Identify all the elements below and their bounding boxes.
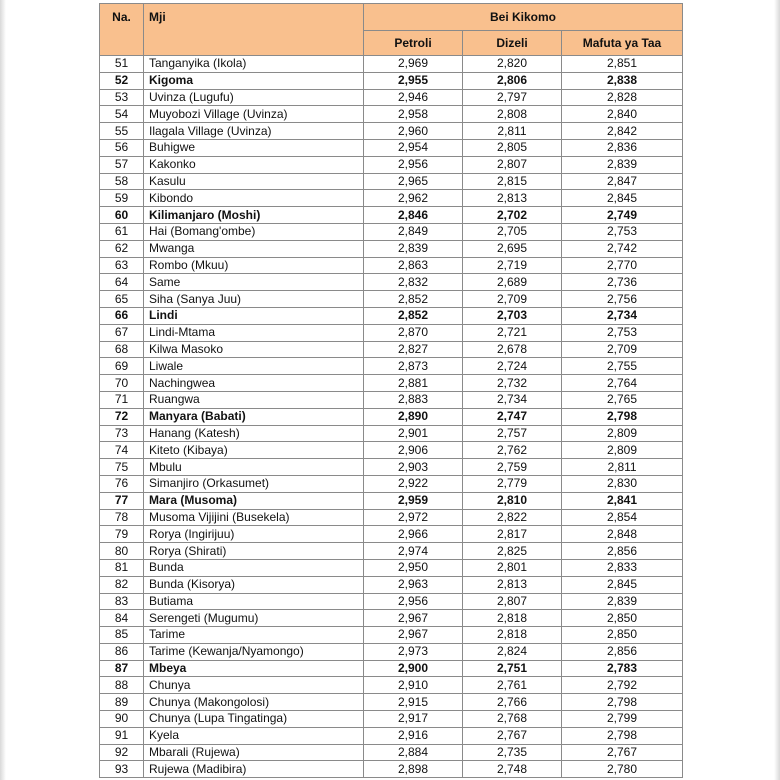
row-number-cell: 70 bbox=[100, 375, 144, 392]
table-row bbox=[100, 324, 683, 341]
town-cell: Hanang (Katesh) bbox=[144, 425, 364, 442]
row-number-cell: 84 bbox=[100, 610, 144, 627]
petroli-price-cell: 2,883 bbox=[364, 391, 463, 408]
town-cell: Kiteto (Kibaya) bbox=[144, 442, 364, 459]
dizeli-price-cell: 2,779 bbox=[463, 475, 562, 492]
town-cell: Rujewa (Madibira) bbox=[144, 761, 364, 778]
mafuta-ya-taa-price-cell: 2,828 bbox=[562, 89, 683, 106]
dizeli-price-cell: 2,808 bbox=[463, 106, 562, 123]
page-edge-right bbox=[774, 0, 780, 780]
dizeli-price-cell: 2,695 bbox=[463, 240, 562, 257]
town-cell: Butiama bbox=[144, 593, 364, 610]
row-number-cell: 56 bbox=[100, 139, 144, 156]
row-number-cell: 57 bbox=[100, 156, 144, 173]
mafuta-ya-taa-price-cell: 2,838 bbox=[562, 72, 683, 89]
table-body bbox=[100, 56, 683, 778]
dizeli-price-cell: 2,762 bbox=[463, 442, 562, 459]
dizeli-price-cell: 2,724 bbox=[463, 358, 562, 375]
table-row bbox=[100, 240, 683, 257]
mafuta-ya-taa-price-cell: 2,798 bbox=[562, 408, 683, 425]
mafuta-ya-taa-price-cell: 2,836 bbox=[562, 139, 683, 156]
mafuta-ya-taa-price-cell: 2,842 bbox=[562, 123, 683, 140]
mafuta-ya-taa-price-cell: 2,850 bbox=[562, 627, 683, 644]
table-header bbox=[100, 4, 683, 56]
dizeli-price-cell: 2,709 bbox=[463, 291, 562, 308]
table-row bbox=[100, 358, 683, 375]
dizeli-price-cell: 2,811 bbox=[463, 123, 562, 140]
town-cell: Same bbox=[144, 274, 364, 291]
town-cell: Kasulu bbox=[144, 173, 364, 190]
mafuta-ya-taa-price-cell: 2,851 bbox=[562, 56, 683, 73]
petroli-price-cell: 2,917 bbox=[364, 711, 463, 728]
header-petroli: Petroli bbox=[364, 31, 463, 56]
town-cell: Mbarali (Rujewa) bbox=[144, 744, 364, 761]
page-edge-left bbox=[0, 0, 6, 780]
petroli-price-cell: 2,863 bbox=[364, 257, 463, 274]
table-row bbox=[100, 643, 683, 660]
table-row bbox=[100, 576, 683, 593]
petroli-price-cell: 2,972 bbox=[364, 509, 463, 526]
town-cell: Kigoma bbox=[144, 72, 364, 89]
row-number-cell: 79 bbox=[100, 526, 144, 543]
town-cell: Serengeti (Mugumu) bbox=[144, 610, 364, 627]
table-row bbox=[100, 475, 683, 492]
petroli-price-cell: 2,956 bbox=[364, 156, 463, 173]
petroli-price-cell: 2,960 bbox=[364, 123, 463, 140]
table-row bbox=[100, 509, 683, 526]
dizeli-price-cell: 2,735 bbox=[463, 744, 562, 761]
row-number-cell: 93 bbox=[100, 761, 144, 778]
petroli-price-cell: 2,962 bbox=[364, 190, 463, 207]
row-number-cell: 53 bbox=[100, 89, 144, 106]
row-number-cell: 82 bbox=[100, 576, 144, 593]
mafuta-ya-taa-price-cell: 2,848 bbox=[562, 526, 683, 543]
row-number-cell: 64 bbox=[100, 274, 144, 291]
row-number-cell: 65 bbox=[100, 291, 144, 308]
petroli-price-cell: 2,955 bbox=[364, 72, 463, 89]
petroli-price-cell: 2,870 bbox=[364, 324, 463, 341]
mafuta-ya-taa-price-cell: 2,736 bbox=[562, 274, 683, 291]
dizeli-price-cell: 2,748 bbox=[463, 761, 562, 778]
table-row bbox=[100, 391, 683, 408]
row-number-cell: 85 bbox=[100, 627, 144, 644]
petroli-price-cell: 2,946 bbox=[364, 89, 463, 106]
mafuta-ya-taa-price-cell: 2,753 bbox=[562, 223, 683, 240]
table-row bbox=[100, 257, 683, 274]
mafuta-ya-taa-price-cell: 2,798 bbox=[562, 694, 683, 711]
dizeli-price-cell: 2,813 bbox=[463, 576, 562, 593]
petroli-price-cell: 2,901 bbox=[364, 425, 463, 442]
table-row bbox=[100, 761, 683, 778]
dizeli-price-cell: 2,824 bbox=[463, 643, 562, 660]
row-number-cell: 74 bbox=[100, 442, 144, 459]
row-number-cell: 55 bbox=[100, 123, 144, 140]
row-number-cell: 90 bbox=[100, 711, 144, 728]
table-row bbox=[100, 627, 683, 644]
town-cell: Hai (Bomang'ombe) bbox=[144, 223, 364, 240]
petroli-price-cell: 2,963 bbox=[364, 576, 463, 593]
petroli-price-cell: 2,900 bbox=[364, 660, 463, 677]
row-number-cell: 87 bbox=[100, 660, 144, 677]
dizeli-price-cell: 2,766 bbox=[463, 694, 562, 711]
dizeli-price-cell: 2,759 bbox=[463, 459, 562, 476]
dizeli-price-cell: 2,751 bbox=[463, 660, 562, 677]
petroli-price-cell: 2,873 bbox=[364, 358, 463, 375]
petroli-price-cell: 2,846 bbox=[364, 207, 463, 224]
mafuta-ya-taa-price-cell: 2,811 bbox=[562, 459, 683, 476]
dizeli-price-cell: 2,734 bbox=[463, 391, 562, 408]
town-cell: Ilagala Village (Uvinza) bbox=[144, 123, 364, 140]
table-row bbox=[100, 744, 683, 761]
town-cell: Mbeya bbox=[144, 660, 364, 677]
petroli-price-cell: 2,884 bbox=[364, 744, 463, 761]
table-row bbox=[100, 610, 683, 627]
dizeli-price-cell: 2,822 bbox=[463, 509, 562, 526]
table-row bbox=[100, 106, 683, 123]
mafuta-ya-taa-price-cell: 2,840 bbox=[562, 106, 683, 123]
table-row bbox=[100, 291, 683, 308]
row-number-cell: 78 bbox=[100, 509, 144, 526]
row-number-cell: 66 bbox=[100, 307, 144, 324]
row-number-cell: 69 bbox=[100, 358, 144, 375]
mafuta-ya-taa-price-cell: 2,799 bbox=[562, 711, 683, 728]
town-cell: Mara (Musoma) bbox=[144, 492, 364, 509]
row-number-cell: 80 bbox=[100, 543, 144, 560]
table-row bbox=[100, 56, 683, 73]
town-cell: Kakonko bbox=[144, 156, 364, 173]
petroli-price-cell: 2,966 bbox=[364, 526, 463, 543]
dizeli-price-cell: 2,732 bbox=[463, 375, 562, 392]
dizeli-price-cell: 2,818 bbox=[463, 627, 562, 644]
header-dizeli: Dizeli bbox=[463, 31, 562, 56]
dizeli-price-cell: 2,813 bbox=[463, 190, 562, 207]
dizeli-price-cell: 2,806 bbox=[463, 72, 562, 89]
dizeli-price-cell: 2,801 bbox=[463, 559, 562, 576]
mafuta-ya-taa-price-cell: 2,765 bbox=[562, 391, 683, 408]
petroli-price-cell: 2,852 bbox=[364, 291, 463, 308]
table-row bbox=[100, 375, 683, 392]
table-row bbox=[100, 660, 683, 677]
petroli-price-cell: 2,922 bbox=[364, 475, 463, 492]
mafuta-ya-taa-price-cell: 2,841 bbox=[562, 492, 683, 509]
mafuta-ya-taa-price-cell: 2,764 bbox=[562, 375, 683, 392]
town-cell: Rorya (Ingirijuu) bbox=[144, 526, 364, 543]
mafuta-ya-taa-price-cell: 2,809 bbox=[562, 425, 683, 442]
town-cell: Ruangwa bbox=[144, 391, 364, 408]
petroli-price-cell: 2,973 bbox=[364, 643, 463, 660]
dizeli-price-cell: 2,817 bbox=[463, 526, 562, 543]
dizeli-price-cell: 2,747 bbox=[463, 408, 562, 425]
header-price-cap: Bei Kikomo bbox=[364, 4, 683, 31]
mafuta-ya-taa-price-cell: 2,798 bbox=[562, 727, 683, 744]
header-number: Na. bbox=[100, 4, 144, 56]
petroli-price-cell: 2,903 bbox=[364, 459, 463, 476]
row-number-cell: 75 bbox=[100, 459, 144, 476]
mafuta-ya-taa-price-cell: 2,770 bbox=[562, 257, 683, 274]
dizeli-price-cell: 2,805 bbox=[463, 139, 562, 156]
mafuta-ya-taa-price-cell: 2,792 bbox=[562, 677, 683, 694]
petroli-price-cell: 2,890 bbox=[364, 408, 463, 425]
dizeli-price-cell: 2,757 bbox=[463, 425, 562, 442]
dizeli-price-cell: 2,797 bbox=[463, 89, 562, 106]
petroli-price-cell: 2,852 bbox=[364, 307, 463, 324]
dizeli-price-cell: 2,825 bbox=[463, 543, 562, 560]
mafuta-ya-taa-price-cell: 2,767 bbox=[562, 744, 683, 761]
row-number-cell: 52 bbox=[100, 72, 144, 89]
table-row bbox=[100, 677, 683, 694]
petroli-price-cell: 2,958 bbox=[364, 106, 463, 123]
row-number-cell: 76 bbox=[100, 475, 144, 492]
mafuta-ya-taa-price-cell: 2,755 bbox=[562, 358, 683, 375]
town-cell: Rorya (Shirati) bbox=[144, 543, 364, 560]
town-cell: Bunda (Kisorya) bbox=[144, 576, 364, 593]
dizeli-price-cell: 2,719 bbox=[463, 257, 562, 274]
petroli-price-cell: 2,881 bbox=[364, 375, 463, 392]
mafuta-ya-taa-price-cell: 2,742 bbox=[562, 240, 683, 257]
petroli-price-cell: 2,832 bbox=[364, 274, 463, 291]
town-cell: Chunya (Lupa Tingatinga) bbox=[144, 711, 364, 728]
row-number-cell: 91 bbox=[100, 727, 144, 744]
town-cell: Mbulu bbox=[144, 459, 364, 476]
petroli-price-cell: 2,915 bbox=[364, 694, 463, 711]
header-mafuta-ya-taa: Mafuta ya Taa bbox=[562, 31, 683, 56]
town-cell: Buhigwe bbox=[144, 139, 364, 156]
row-number-cell: 59 bbox=[100, 190, 144, 207]
town-cell: Chunya (Makongolosi) bbox=[144, 694, 364, 711]
row-number-cell: 83 bbox=[100, 593, 144, 610]
row-number-cell: 73 bbox=[100, 425, 144, 442]
table-row bbox=[100, 425, 683, 442]
petroli-price-cell: 2,954 bbox=[364, 139, 463, 156]
dizeli-price-cell: 2,810 bbox=[463, 492, 562, 509]
row-number-cell: 63 bbox=[100, 257, 144, 274]
mafuta-ya-taa-price-cell: 2,753 bbox=[562, 324, 683, 341]
mafuta-ya-taa-price-cell: 2,856 bbox=[562, 543, 683, 560]
dizeli-price-cell: 2,703 bbox=[463, 307, 562, 324]
table-row bbox=[100, 139, 683, 156]
dizeli-price-cell: 2,767 bbox=[463, 727, 562, 744]
petroli-price-cell: 2,910 bbox=[364, 677, 463, 694]
table-row bbox=[100, 543, 683, 560]
mafuta-ya-taa-price-cell: 2,845 bbox=[562, 576, 683, 593]
mafuta-ya-taa-price-cell: 2,833 bbox=[562, 559, 683, 576]
mafuta-ya-taa-price-cell: 2,709 bbox=[562, 341, 683, 358]
dizeli-price-cell: 2,807 bbox=[463, 156, 562, 173]
table-row bbox=[100, 526, 683, 543]
town-cell: Simanjiro (Orkasumet) bbox=[144, 475, 364, 492]
town-cell: Bunda bbox=[144, 559, 364, 576]
row-number-cell: 81 bbox=[100, 559, 144, 576]
town-cell: Lindi bbox=[144, 307, 364, 324]
mafuta-ya-taa-price-cell: 2,749 bbox=[562, 207, 683, 224]
header-town: Mji bbox=[144, 4, 364, 56]
dizeli-price-cell: 2,689 bbox=[463, 274, 562, 291]
dizeli-price-cell: 2,678 bbox=[463, 341, 562, 358]
town-cell: Nachingwea bbox=[144, 375, 364, 392]
table-row bbox=[100, 207, 683, 224]
town-cell: Uvinza (Lugufu) bbox=[144, 89, 364, 106]
petroli-price-cell: 2,849 bbox=[364, 223, 463, 240]
mafuta-ya-taa-price-cell: 2,854 bbox=[562, 509, 683, 526]
dizeli-price-cell: 2,761 bbox=[463, 677, 562, 694]
mafuta-ya-taa-price-cell: 2,783 bbox=[562, 660, 683, 677]
table-row bbox=[100, 694, 683, 711]
town-cell: Siha (Sanya Juu) bbox=[144, 291, 364, 308]
dizeli-price-cell: 2,705 bbox=[463, 223, 562, 240]
mafuta-ya-taa-price-cell: 2,847 bbox=[562, 173, 683, 190]
dizeli-price-cell: 2,807 bbox=[463, 593, 562, 610]
row-number-cell: 77 bbox=[100, 492, 144, 509]
table-row bbox=[100, 307, 683, 324]
table-row bbox=[100, 89, 683, 106]
petroli-price-cell: 2,950 bbox=[364, 559, 463, 576]
petroli-price-cell: 2,967 bbox=[364, 627, 463, 644]
fuel-price-table bbox=[99, 3, 683, 778]
town-cell: Kyela bbox=[144, 727, 364, 744]
town-cell: Kilwa Masoko bbox=[144, 341, 364, 358]
petroli-price-cell: 2,916 bbox=[364, 727, 463, 744]
row-number-cell: 68 bbox=[100, 341, 144, 358]
petroli-price-cell: 2,956 bbox=[364, 593, 463, 610]
table-row bbox=[100, 492, 683, 509]
town-cell: Tanganyika (Ikola) bbox=[144, 56, 364, 73]
row-number-cell: 60 bbox=[100, 207, 144, 224]
dizeli-price-cell: 2,818 bbox=[463, 610, 562, 627]
row-number-cell: 58 bbox=[100, 173, 144, 190]
dizeli-price-cell: 2,820 bbox=[463, 56, 562, 73]
table-row bbox=[100, 190, 683, 207]
mafuta-ya-taa-price-cell: 2,839 bbox=[562, 593, 683, 610]
petroli-price-cell: 2,967 bbox=[364, 610, 463, 627]
mafuta-ya-taa-price-cell: 2,856 bbox=[562, 643, 683, 660]
row-number-cell: 92 bbox=[100, 744, 144, 761]
mafuta-ya-taa-price-cell: 2,845 bbox=[562, 190, 683, 207]
table-row bbox=[100, 173, 683, 190]
dizeli-price-cell: 2,815 bbox=[463, 173, 562, 190]
row-number-cell: 61 bbox=[100, 223, 144, 240]
mafuta-ya-taa-price-cell: 2,839 bbox=[562, 156, 683, 173]
mafuta-ya-taa-price-cell: 2,734 bbox=[562, 307, 683, 324]
town-cell: Manyara (Babati) bbox=[144, 408, 364, 425]
town-cell: Kilimanjaro (Moshi) bbox=[144, 207, 364, 224]
row-number-cell: 89 bbox=[100, 694, 144, 711]
petroli-price-cell: 2,827 bbox=[364, 341, 463, 358]
town-cell: Kibondo bbox=[144, 190, 364, 207]
table-row bbox=[100, 341, 683, 358]
table-row bbox=[100, 274, 683, 291]
table-row bbox=[100, 727, 683, 744]
table-row bbox=[100, 711, 683, 728]
town-cell: Chunya bbox=[144, 677, 364, 694]
mafuta-ya-taa-price-cell: 2,756 bbox=[562, 291, 683, 308]
table-row bbox=[100, 593, 683, 610]
petroli-price-cell: 2,974 bbox=[364, 543, 463, 560]
petroli-price-cell: 2,906 bbox=[364, 442, 463, 459]
row-number-cell: 67 bbox=[100, 324, 144, 341]
row-number-cell: 54 bbox=[100, 106, 144, 123]
mafuta-ya-taa-price-cell: 2,780 bbox=[562, 761, 683, 778]
row-number-cell: 72 bbox=[100, 408, 144, 425]
table-row bbox=[100, 123, 683, 140]
table-row bbox=[100, 559, 683, 576]
row-number-cell: 51 bbox=[100, 56, 144, 73]
table-row bbox=[100, 408, 683, 425]
table-row bbox=[100, 442, 683, 459]
table-row bbox=[100, 72, 683, 89]
table-row bbox=[100, 223, 683, 240]
petroli-price-cell: 2,839 bbox=[364, 240, 463, 257]
row-number-cell: 86 bbox=[100, 643, 144, 660]
row-number-cell: 88 bbox=[100, 677, 144, 694]
table-row bbox=[100, 459, 683, 476]
town-cell: Mwanga bbox=[144, 240, 364, 257]
town-cell: Rombo (Mkuu) bbox=[144, 257, 364, 274]
petroli-price-cell: 2,969 bbox=[364, 56, 463, 73]
petroli-price-cell: 2,898 bbox=[364, 761, 463, 778]
dizeli-price-cell: 2,721 bbox=[463, 324, 562, 341]
town-cell: Liwale bbox=[144, 358, 364, 375]
mafuta-ya-taa-price-cell: 2,850 bbox=[562, 610, 683, 627]
mafuta-ya-taa-price-cell: 2,830 bbox=[562, 475, 683, 492]
town-cell: Tarime bbox=[144, 627, 364, 644]
petroli-price-cell: 2,959 bbox=[364, 492, 463, 509]
dizeli-price-cell: 2,702 bbox=[463, 207, 562, 224]
row-number-cell: 62 bbox=[100, 240, 144, 257]
town-cell: Musoma Vijijini (Busekela) bbox=[144, 509, 364, 526]
town-cell: Lindi-Mtama bbox=[144, 324, 364, 341]
table-row bbox=[100, 156, 683, 173]
row-number-cell: 71 bbox=[100, 391, 144, 408]
town-cell: Muyobozi Village (Uvinza) bbox=[144, 106, 364, 123]
town-cell: Tarime (Kewanja/Nyamongo) bbox=[144, 643, 364, 660]
petroli-price-cell: 2,965 bbox=[364, 173, 463, 190]
dizeli-price-cell: 2,768 bbox=[463, 711, 562, 728]
mafuta-ya-taa-price-cell: 2,809 bbox=[562, 442, 683, 459]
